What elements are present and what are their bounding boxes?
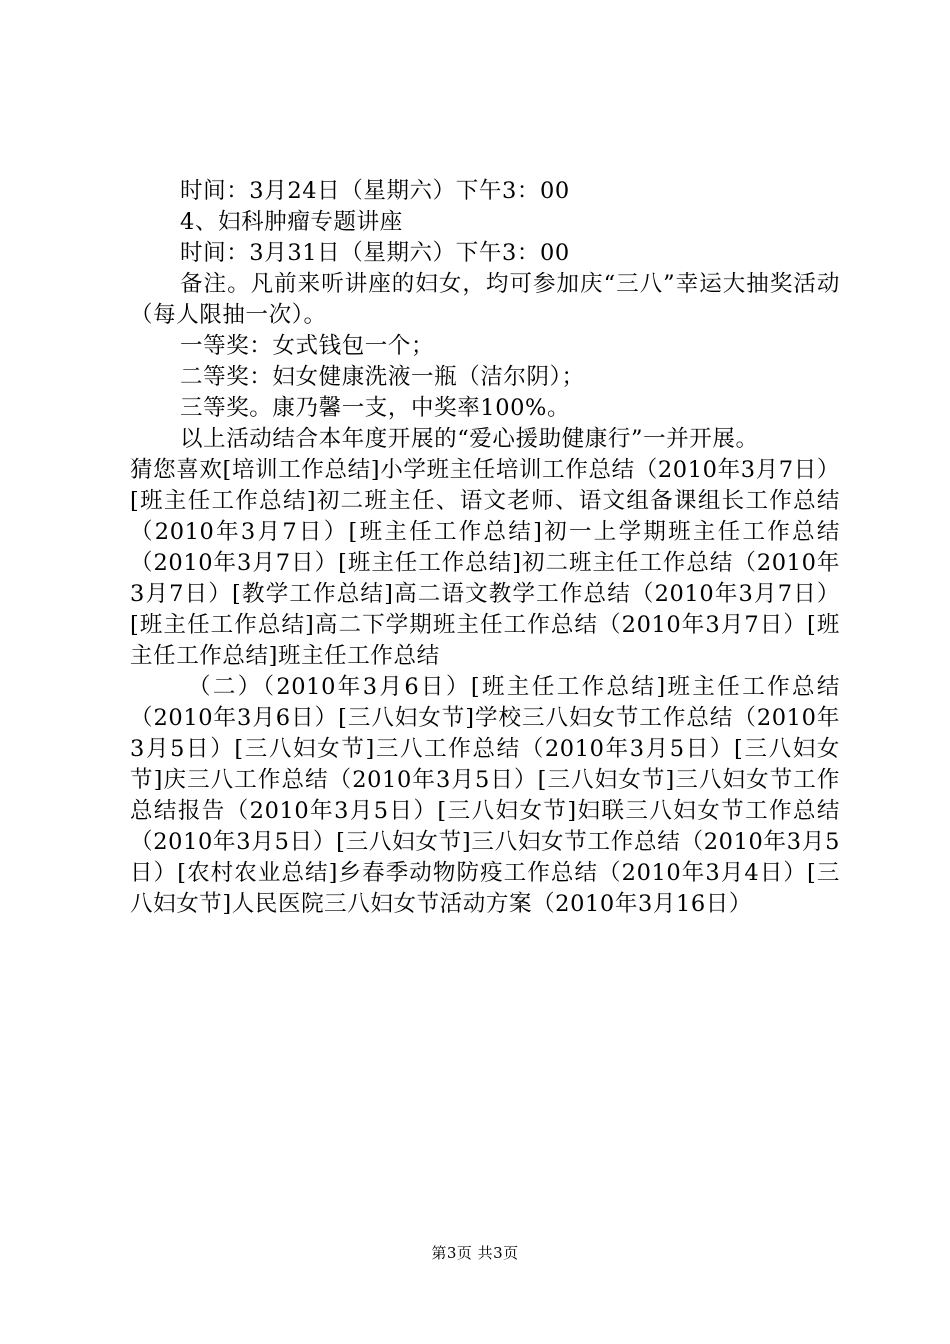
- related-articles-block-1: 猜您喜欢[培训工作总结]小学班主任培训工作总结（2010年3月7日）[班主任工作总结]初二班主任、语文老师、语文组备课组长工作总结（2010年3月7日）[班主任工作总结]初一上学期班主任工作总结（2010年3月7日）[班主任工作总结]初二班主任工作总结（2010年3月7日）[教学工作总结]高二语文教学工作总结（2010年3月7日）[班主任工作总结]高二下学期班主任工作总结（2010年3月7日）[班主任工作总结]班主任工作总结: [130, 457, 840, 669]
- related-articles-block-2: （二）（2010年3月6日）[班主任工作总结]班主任工作总结（2010年3月6日）[三八妇女节]学校三八妇女节工作总结（2010年3月5日）[三八妇女节]三八工作总结（2010年3月5日）[三八妇女节]庆三八工作总结（2010年3月5日）[三八妇女节]三八妇女节工作总结报告（2010年3月5日）[三八妇女节]妇联三八妇女节工作总结（2010年3月5日）[三八妇女节]三八妇女节工作总结（2010年3月5日）[农村农业总结]乡春季动物防疫工作总结（2010年3月4日）[三八妇女节]人民医院三八妇女节活动方案（2010年3月16日）: [130, 674, 840, 917]
- paragraph-first-prize: 一等奖：女式钱包一个；: [180, 333, 435, 359]
- paragraph-time-1: 时间：3月24日（星期六）下午3：00: [180, 178, 570, 204]
- paragraph-third-prize: 三等奖。康乃馨一支，中奖率100%。: [180, 395, 571, 421]
- paragraph-time-2: 时间：3月31日（星期六）下午3：00: [180, 240, 570, 266]
- paragraph-closing: 以上活动结合本年度开展的“爱心援助健康行”一并开展。: [180, 426, 759, 452]
- paragraph-second-prize: 二等奖：妇女健康洗液一瓶（洁尔阴）；: [180, 364, 585, 390]
- paragraph-lecture-4: 4、妇科肿瘤专题讲座: [180, 209, 403, 235]
- document-body: [130, 176, 840, 920]
- paragraph-note: 备注。凡前来听讲座的妇女，均可参加庆“三八”幸运大抽奖活动（每人限抽一次）。: [130, 271, 840, 328]
- page-number-footer: 第3页 共3页: [431, 1244, 519, 1262]
